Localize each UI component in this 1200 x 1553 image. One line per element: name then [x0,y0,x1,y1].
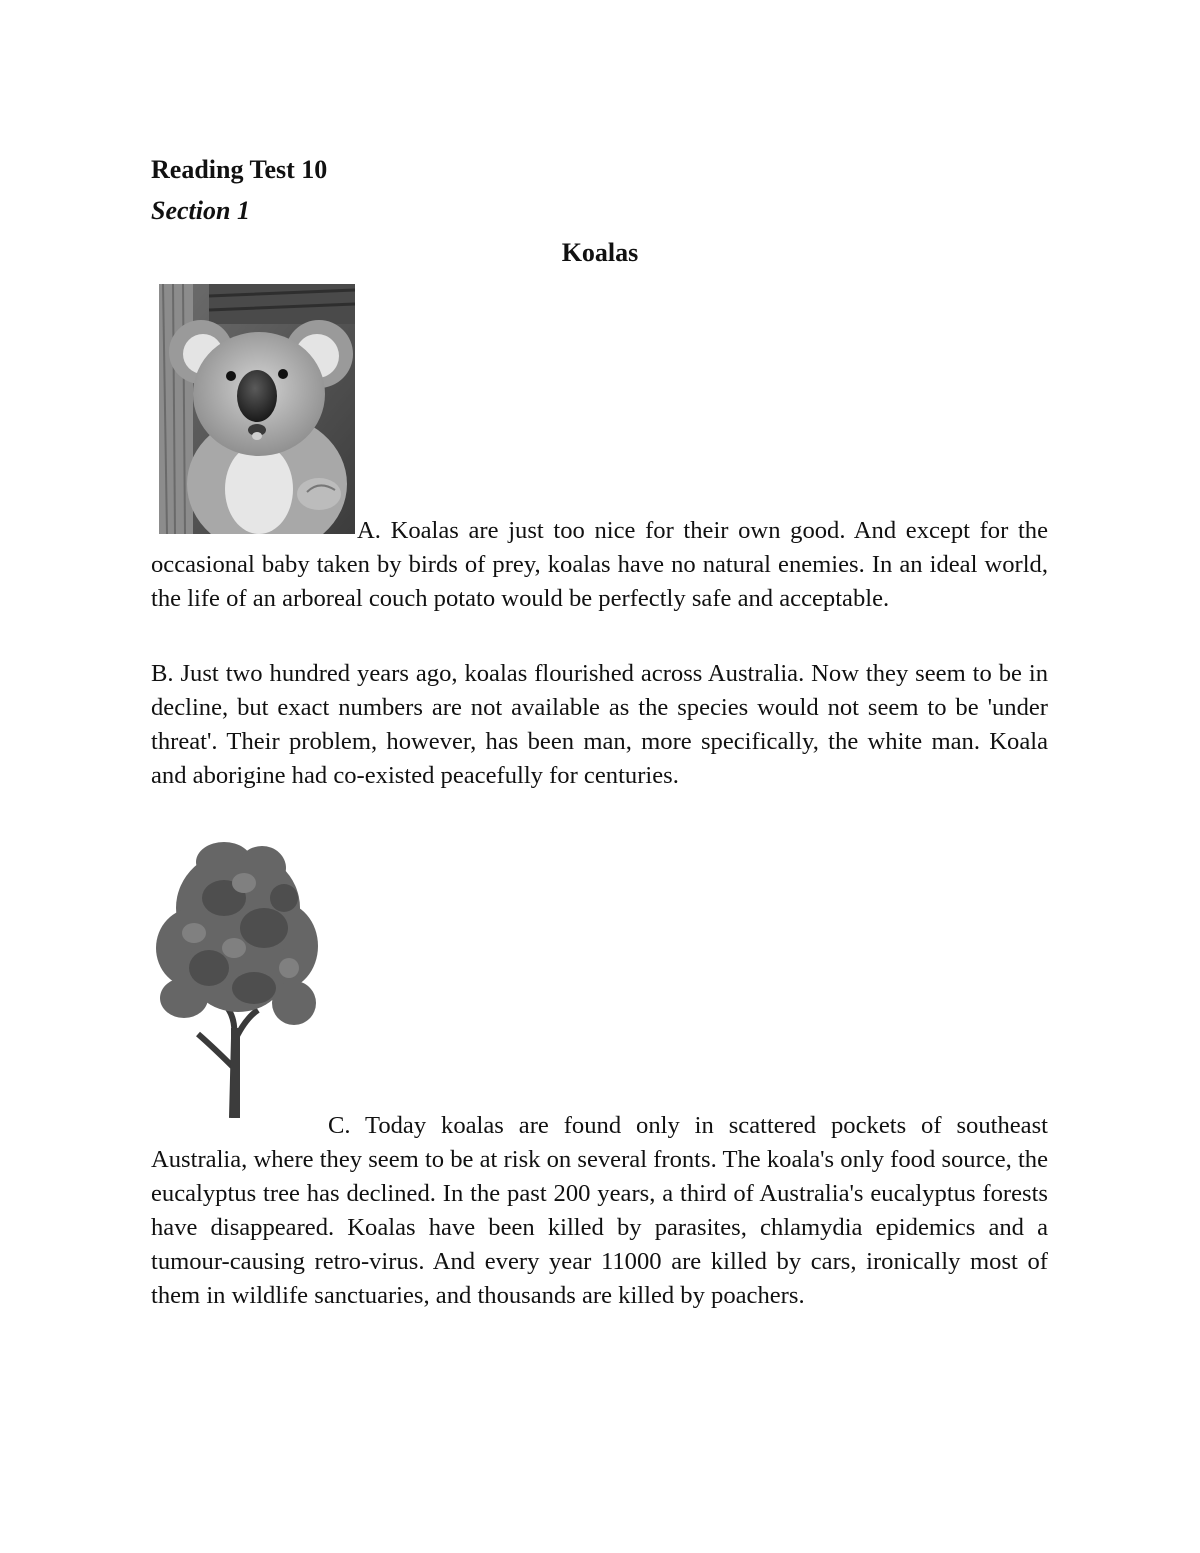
koala-photo [159,284,355,534]
section-title: Section 1 [151,196,250,225]
eucalyptus-tree-photo [154,838,322,1118]
article-title: Koalas [561,238,639,267]
paragraph-a: A. Koalas are just too nice for their own good. And except for the occasional baby taken by birds of prey, koalas have no natural enemies. In an ideal world, the life of an arboreal couch potato would be perfectly safe and acceptable. [151,517,1048,612]
test-title: Reading Test 10 [151,155,328,184]
paragraph-c: C. Today koalas are found only in scattered pockets of southeast Australia, where they seem to be at risk on several fronts. The koala's only food source, the eucalyptus tree has declined. In the past 200 years, a third of Australia's eucalyptus forests have disappeared. Koalas have been killed by parasites, chlamydia epidemics and a tumour-causing retro-virus. And every year 11000 are killed by cars, ironically most of them in wildlife sanctuaries, and thousands are killed by poachers. [151,1112,1048,1309]
paragraph-b: B. Just two hundred years ago, koalas flourished across Australia. Now they seem to be in decline, but exact numbers are not available as the species would not seem to be 'under threat'. Their problem, however, has been man, more specifically, the white man. Koala and aborigine had co-existed peacefully for centuries. [151,660,1048,789]
